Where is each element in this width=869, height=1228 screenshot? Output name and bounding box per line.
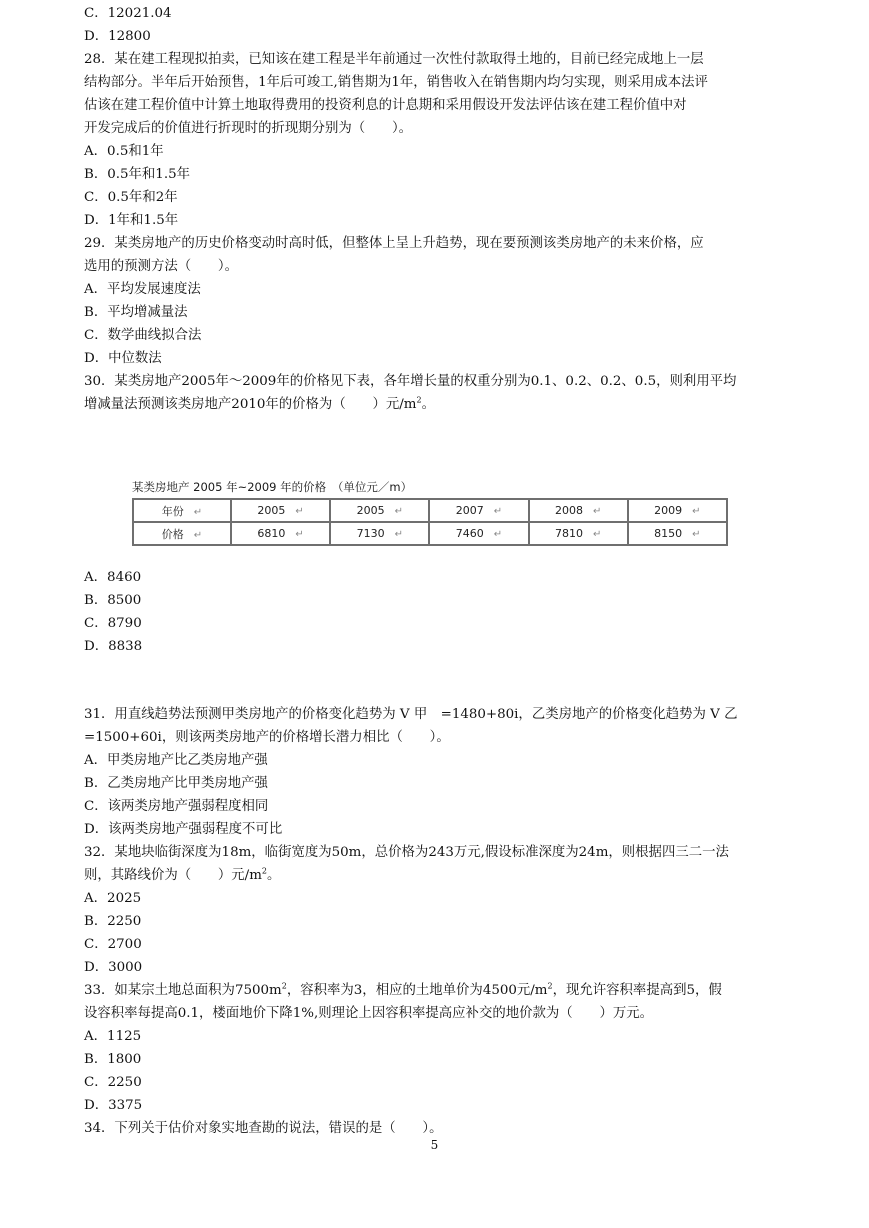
q32-option-a: A．2025 — [84, 891, 142, 906]
question-31-line1: 31．用直线趋势法预测甲类房地产的价格变化趋势为 V 甲 =1480+80i，乙类房地产的价格变化趋势为 V 乙 — [84, 707, 738, 722]
price-table-figure — [132, 478, 732, 553]
q33-option-a: A．1125 — [84, 1029, 142, 1044]
q30-superscript: 2 — [416, 395, 422, 405]
table-cell: 2005 ↵ — [231, 499, 330, 522]
question-34-line1: 34．下列关于估价对象实地查勘的说法，错误的是（ ）。 — [84, 1121, 443, 1136]
table-title: 某类房地产 2005 年~2009 年的价格 （单位元／m） — [132, 480, 413, 494]
q32-option-d: D．3000 — [84, 960, 143, 975]
q33-option-d: D．3375 — [84, 1098, 143, 1113]
q30-option-d: D．8838 — [84, 639, 143, 654]
q31-option-b: B．乙类房地产比甲类房地产强 — [84, 776, 268, 791]
q28-option-c: C．0.5年和2年 — [84, 190, 178, 205]
q30-option-b: B．8500 — [84, 593, 142, 608]
q29-option-a: A．平均发展速度法 — [84, 282, 201, 297]
table-cell: 2009 ↵ — [628, 499, 727, 522]
table-row-year — [133, 499, 727, 522]
question-33-line1 — [84, 979, 786, 1002]
page-number: 5 — [430, 1138, 439, 1152]
q33-text-3: ，现允许容积率提高到5，假 — [552, 983, 722, 998]
q31-option-d: D．该两类房地产强弱程度不可比 — [84, 822, 283, 837]
q33-superscript-1: 2 — [281, 981, 287, 991]
table-cell: 6810 ↵ — [231, 522, 330, 545]
question-32-line1: 32．某地块临街深度为18m，临街宽度为50m，总价格为243万元,假设标准深度为24m，则根据四三二一法 — [84, 845, 729, 860]
table-cell: 价格 ↵ — [133, 522, 231, 545]
table-cell: 7130 ↵ — [330, 522, 429, 545]
q28-option-d: D．1年和1.5年 — [84, 213, 179, 228]
table-cell: 2005 ↵ — [330, 499, 429, 522]
q33-option-c: C．2250 — [84, 1075, 142, 1090]
table-row-price — [133, 522, 727, 545]
q31-option-c: C．该两类房地产强弱程度相同 — [84, 799, 269, 814]
table-cell: 2007 ↵ — [429, 499, 528, 522]
table-cell: 8150 ↵ — [628, 522, 727, 545]
option-d-q27: D．12800 — [84, 29, 151, 44]
question-31-line2: =1500+60i，则该两类房地产的价格增长潜力相比（ ）。 — [84, 730, 450, 745]
q32-option-c: C．2700 — [84, 937, 142, 952]
question-28-line1: 28．某在建工程现拟拍卖，已知该在建工程是半年前通过一次性付款取得土地的，目前已经完成地上一层 — [84, 52, 704, 67]
q32-text: 则，其路线价为（ ）元/m — [84, 868, 262, 883]
q30-option-c: C．8790 — [84, 616, 142, 631]
q29-option-d: D．中位数法 — [84, 351, 162, 366]
question-28-line4: 开发完成后的价值进行折现时的折现期分别为（ ）。 — [84, 121, 413, 136]
question-29-line1: 29．某类房地产的历史价格变动时高时低，但整体上呈上升趋势，现在要预测该类房地产的未来价格，应 — [84, 236, 704, 251]
table-cell: 年份 ↵ — [133, 499, 231, 522]
question-29-line2: 选用的预测方法（ ）。 — [84, 259, 238, 274]
q30-option-a: A．8460 — [84, 570, 142, 585]
question-28-line3: 估该在建工程价值中计算土地取得费用的投资利息的计息期和采用假设开发法评估该在建工程价值中对 — [84, 98, 687, 113]
q28-option-b: B．0.5年和1.5年 — [84, 167, 190, 182]
q33-text-1: 33．如某宗土地总面积为7500m — [84, 983, 282, 998]
q33-text-2: ，容积率为3，相应的土地单价为4500元/m — [286, 983, 548, 998]
option-c-q27: C．12021.04 — [84, 6, 172, 21]
q29-option-b: B．平均增减量法 — [84, 305, 188, 320]
table-cell: 7460 ↵ — [429, 522, 528, 545]
question-30-line1: 30．某类房地产2005年～2009年的价格见下表，各年增长量的权重分别为0.1、0.2、0.2、0.5，则利用平均 — [84, 374, 737, 389]
q30-end: 。 — [421, 397, 435, 412]
q33-option-b: B．1800 — [84, 1052, 142, 1067]
q30-text: 增减量法预测该类房地产2010年的价格为（ ）元/m — [84, 397, 417, 412]
question-28-line2: 结构部分。半年后开始预售，1年后可竣工,销售期为1年，销售收入在销售期内均匀实现，则采用成本法评 — [84, 75, 708, 90]
q31-option-a: A．甲类房地产比乙类房地产强 — [84, 753, 268, 768]
price-table — [132, 498, 728, 546]
table-cell: 7810 ↵ — [529, 522, 628, 545]
table-cell: 2008 ↵ — [529, 499, 628, 522]
q33-superscript-2: 2 — [547, 981, 553, 991]
q32-option-b: B．2250 — [84, 914, 142, 929]
question-30-line2 — [84, 393, 786, 416]
q32-end: 。 — [267, 868, 281, 883]
q32-superscript: 2 — [261, 866, 267, 876]
question-33-line2: 设容积率每提高0.1，楼面地价下降1%,则理论上因容积率提高应补交的地价款为（ ）万元。 — [84, 1006, 654, 1021]
question-32-line2 — [84, 864, 786, 887]
q29-option-c: C．数学曲线拟合法 — [84, 328, 202, 343]
q28-option-a: A．0.5和1年 — [84, 144, 164, 159]
